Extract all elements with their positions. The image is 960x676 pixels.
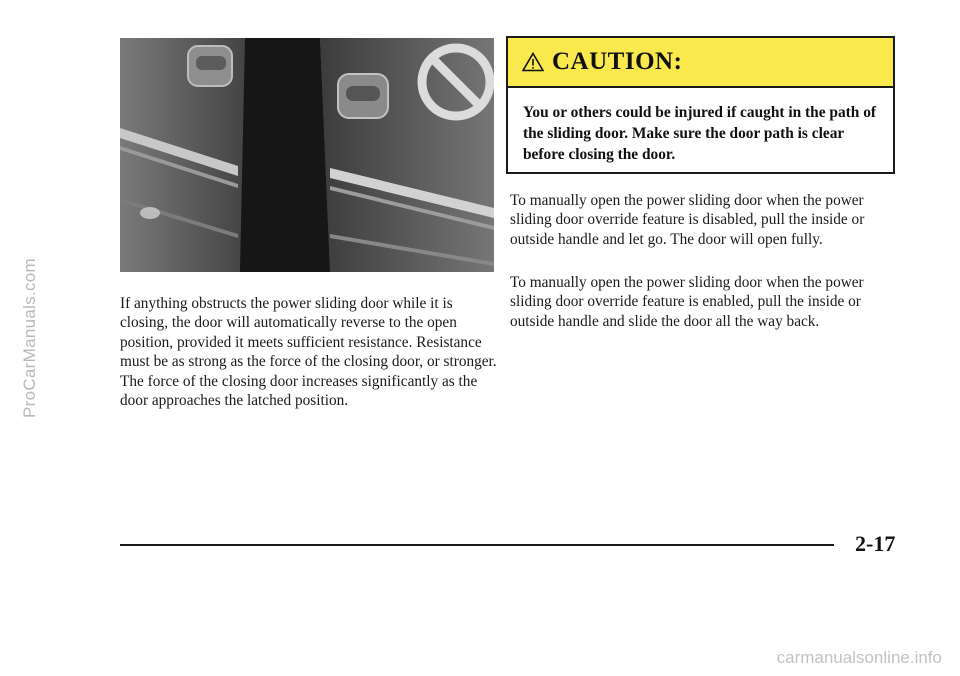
override-enabled-paragraph: To manually open the power sliding door when the power sliding door override feature is enabled, pull the inside or outside handle and slide the door all the way back. xyxy=(510,274,864,330)
caution-title: CAUTION: xyxy=(552,48,683,75)
warning-triangle-icon xyxy=(522,52,544,72)
door-photo xyxy=(120,38,494,272)
obstruction-paragraph: If anything obstructs the power sliding door while it is closing, the door will automatically reverse to the open position, provided it meets sufficient resistance. Resistance must be as strong as the force of the closing door, or stronger. The force of the closing door increases significantly as the door approaches the latched position. xyxy=(120,295,497,410)
door-illustration xyxy=(120,38,494,272)
side-watermark: ProCarManuals.com xyxy=(20,257,39,419)
caution-header xyxy=(508,38,893,88)
bottom-watermark: carmanualsonline.info xyxy=(776,648,942,667)
override-disabled-paragraph: To manually open the power sliding door when the power sliding door override feature is disabled, pull the inside or outside handle and let go. The door will open fully. xyxy=(510,192,865,248)
footer-rule xyxy=(120,544,834,546)
page-number: 2-17 xyxy=(855,531,896,556)
caution-text: You or others could be injured if caught in the path of the sliding door. Make sure the door path is clear before closing the door. xyxy=(523,104,877,163)
caution-box xyxy=(506,36,895,174)
